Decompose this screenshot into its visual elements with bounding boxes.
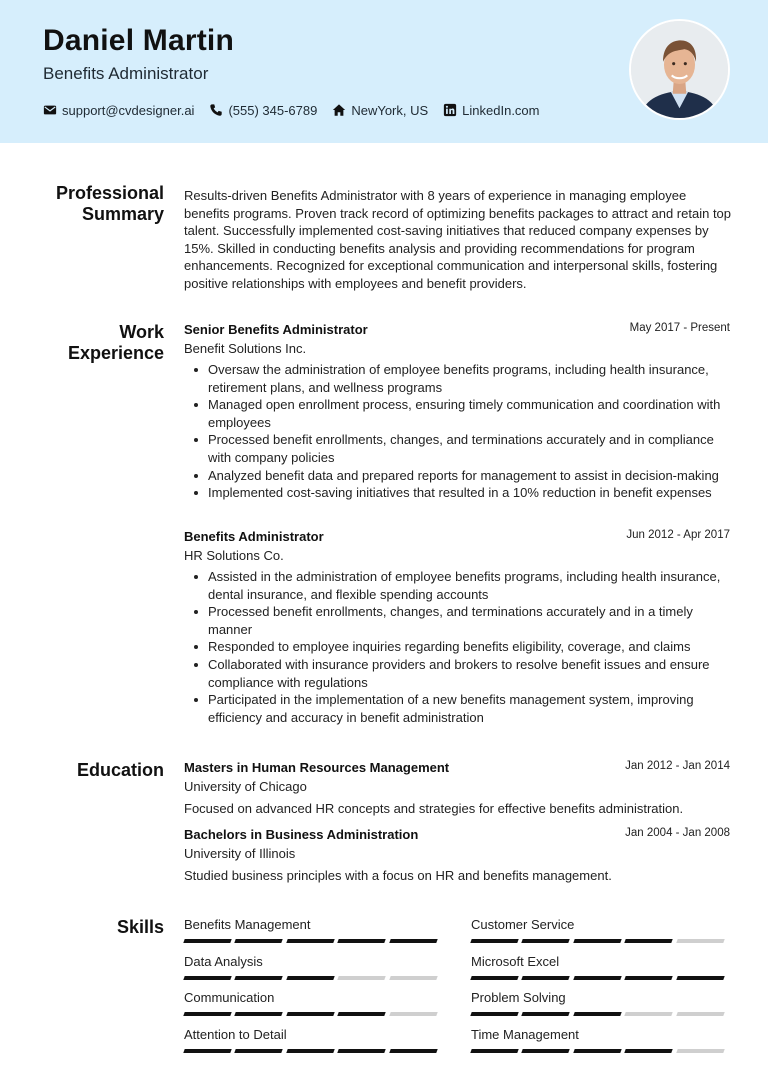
skill-segment-filled: [235, 1012, 284, 1016]
skill-segment-filled: [573, 939, 622, 943]
skill-name: Customer Service: [471, 917, 575, 932]
job-dates: May 2017 - Present: [629, 322, 730, 334]
skill-level-bar: [471, 939, 728, 943]
skill-segment-filled: [235, 1049, 284, 1053]
education-description: Focused on advanced HR concepts and strategies for effective benefits administration.: [184, 801, 684, 816]
skill-segment-filled: [470, 1012, 519, 1016]
skill-segment-filled: [573, 1049, 622, 1053]
home-icon: [332, 103, 346, 117]
job-entry: [184, 322, 730, 502]
skill-segment-filled: [389, 939, 438, 943]
skill-segment-filled: [286, 1049, 335, 1053]
section-title-skills: Skills: [116, 917, 164, 937]
job-bullet: Participated in the implementation of a new benefits management system, improving efficiency and accuracy in benefit administration: [184, 691, 730, 726]
skill-segment-filled: [286, 976, 335, 980]
contact-linkedin[interactable]: [443, 103, 539, 118]
header-banner: [0, 0, 768, 143]
skill-segment-filled: [470, 939, 519, 943]
skill-level-bar: [184, 1012, 441, 1016]
skill-segment-filled: [235, 976, 284, 980]
job-dates: Jun 2012 - Apr 2017: [626, 529, 730, 541]
job-bullet: Assisted in the administration of employee benefits programs, including health insurance, dental insurance, and flexible spending accounts: [184, 568, 730, 603]
linkedin-icon: [443, 103, 457, 117]
skill-segment-filled: [624, 1049, 673, 1053]
skill-segment-filled: [573, 1012, 622, 1016]
contact-row: [43, 101, 555, 119]
skill-item: [184, 917, 441, 943]
skill-segment-filled: [470, 1049, 519, 1053]
skill-segment-empty: [676, 1012, 725, 1016]
skill-name: Communication: [184, 990, 275, 1005]
skill-name: Problem Solving: [471, 990, 566, 1005]
job-bullet: Managed open enrollment process, ensuring timely communication and coordination with employees: [184, 396, 730, 431]
skill-segment-filled: [573, 976, 622, 980]
education-dates: Jan 2012 - Jan 2014: [625, 760, 730, 772]
skill-segment-filled: [624, 939, 673, 943]
school-name: University of Chicago: [184, 779, 307, 794]
job-bullet: Analyzed benefit data and prepared reports for management to assist in decision-making: [184, 467, 730, 485]
skill-segment-empty: [676, 939, 725, 943]
skill-item: [184, 954, 441, 980]
job-bullets: [184, 568, 730, 726]
skill-segment-empty: [337, 976, 386, 980]
skill-segment-filled: [624, 976, 673, 980]
job-bullet: Processed benefit enrollments, changes, and terminations accurately and in compliance with company policies: [184, 431, 730, 466]
skill-segment-filled: [522, 939, 571, 943]
skill-item: [471, 990, 728, 1016]
education-description: Studied business principles with a focus on HR and benefits management.: [184, 868, 612, 883]
skill-level-bar: [471, 1012, 728, 1016]
phone-icon: [209, 103, 223, 117]
skill-segment-filled: [183, 1012, 232, 1016]
contact-location: [332, 103, 428, 118]
job-bullet: Collaborated with insurance providers and brokers to resolve benefit issues and ensure compliance with regulations: [184, 656, 730, 691]
job-bullet: Responded to employee inquiries regarding benefits eligibility, coverage, and claims: [184, 638, 730, 656]
skill-segment-empty: [676, 1049, 725, 1053]
summary-text: Results-driven Benefits Administrator with 8 years of experience in managing employee benefits programs. Proven track record of optimizing benefits packages to attract and retain top talent. Successfully implemented cost-saving initiatives that reduced company expenses by 15%. Skilled in conducting benefits analysis and providing recommendations for program enhancements. Recognized for exceptional communication and interpersonal skills, fostering positive relationships with employees and benefit providers.: [184, 188, 732, 291]
skill-segment-filled: [337, 1049, 386, 1053]
skill-segment-filled: [183, 976, 232, 980]
job-title: Senior Benefits Administrator: [184, 322, 368, 337]
skill-segment-filled: [183, 1049, 232, 1053]
skill-segment-filled: [522, 1012, 571, 1016]
skill-segment-filled: [337, 1012, 386, 1016]
skill-segment-filled: [183, 939, 232, 943]
skill-segment-filled: [676, 976, 725, 980]
skill-level-bar: [471, 976, 728, 980]
skill-segment-empty: [389, 976, 438, 980]
skill-item: [184, 990, 441, 1016]
job-bullet: Oversaw the administration of employee benefits programs, including health insurance, retirement plans, and wellness programs: [184, 361, 730, 396]
skill-name: Time Management: [471, 1027, 579, 1042]
skill-item: [471, 917, 728, 943]
section-title-education: Education: [76, 760, 164, 780]
skill-item: [471, 1027, 728, 1053]
contact-email[interactable]: [43, 103, 194, 118]
phone-text: (555) 345-6789: [228, 102, 318, 118]
skill-segment-empty: [389, 1012, 438, 1016]
skill-name: Data Analysis: [184, 954, 263, 969]
skill-segment-empty: [624, 1012, 673, 1016]
degree-title: Masters in Human Resources Management: [184, 760, 450, 775]
job-company: Benefit Solutions Inc.: [184, 341, 307, 356]
skill-segment-filled: [286, 1012, 335, 1016]
education-entry: [184, 760, 730, 817]
candidate-name: Daniel Martin: [43, 24, 234, 57]
skill-segment-filled: [470, 976, 519, 980]
skill-level-bar: [471, 1049, 728, 1053]
job-bullet: Processed benefit enrollments, changes, and terminations accurately and in a timely manner: [184, 603, 730, 638]
education-dates: Jan 2004 - Jan 2008: [625, 827, 730, 839]
degree-title: Bachelors in Business Administration: [184, 827, 419, 842]
skill-segment-filled: [337, 939, 386, 943]
skill-segment-filled: [235, 939, 284, 943]
job-company: HR Solutions Co.: [184, 548, 284, 563]
candidate-role: Benefits Administrator: [43, 64, 209, 83]
job-title: Benefits Administrator: [184, 529, 324, 544]
job-bullets: [184, 361, 730, 502]
skill-segment-filled: [286, 939, 335, 943]
job-bullet: Implemented cost-saving initiatives that resulted in a 10% reduction in benefit expenses: [184, 484, 730, 502]
school-name: University of Illinois: [184, 846, 296, 861]
skill-name: Benefits Management: [184, 917, 311, 932]
skill-level-bar: [184, 1049, 441, 1053]
section-title-work: Work Experience: [67, 322, 164, 363]
section-title-summary: Professional Summary: [55, 183, 164, 224]
email-text: support@cvdesigner.ai: [62, 102, 195, 118]
skill-level-bar: [184, 976, 441, 980]
job-entry: [184, 529, 730, 726]
skill-item: [471, 954, 728, 980]
education-entry: [184, 827, 730, 884]
linkedin-text: LinkedIn.com: [462, 102, 540, 118]
envelope-icon: [43, 103, 57, 117]
contact-phone[interactable]: [209, 103, 317, 118]
skill-segment-filled: [522, 1049, 571, 1053]
skill-level-bar: [184, 939, 441, 943]
location-text: NewYork, US: [351, 102, 429, 118]
skill-name: Attention to Detail: [184, 1027, 287, 1042]
skill-name: Microsoft Excel: [471, 954, 560, 969]
skill-segment-filled: [389, 1049, 438, 1053]
profile-photo: [629, 19, 730, 120]
skill-item: [184, 1027, 441, 1053]
skill-segment-filled: [522, 976, 571, 980]
